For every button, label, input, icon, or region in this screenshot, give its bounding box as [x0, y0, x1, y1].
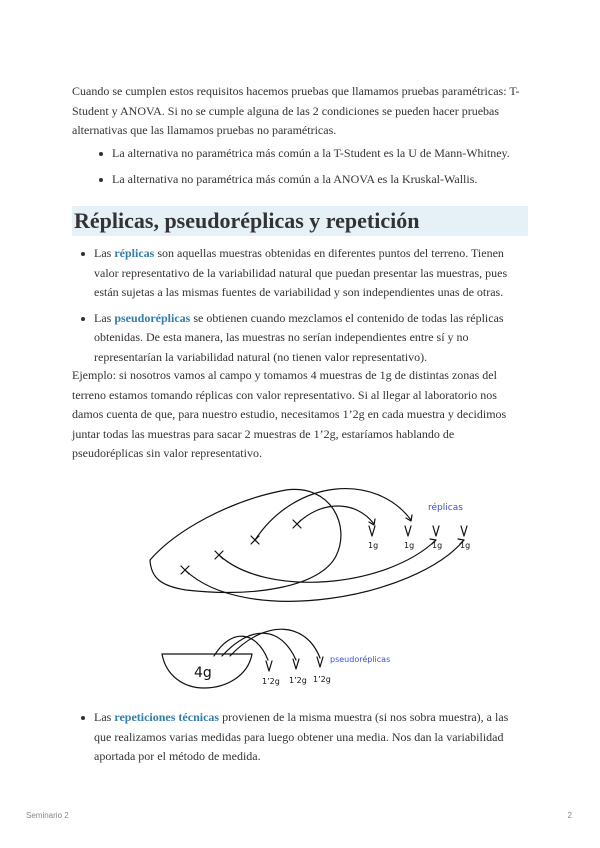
tube — [461, 526, 467, 536]
footer-title: Seminario 2 — [26, 811, 69, 820]
bowl-label: 4g — [194, 665, 212, 681]
tube-label: 1g — [404, 541, 415, 550]
example-paragraph: Ejemplo: si nosotros vamos al campo y tomamos 4 muestras de 1g de distintas zonas del terreno estamos tomando réplicas con valor representativo. Si al llegar al laboratorio nos damos cuenta de que, para nuestro estudio, necesitamos 1’2g en cada muestra y decidimos juntar todas las muestras para sacar 2 muestras de 1’2g, estaríamos hablando de pseudoréplicas sin valor representativo. — [72, 368, 507, 460]
list-item-technical-repetitions: Las repeticiones técnicas provienen de la misma muestra (si nos sobra muestra), a las que realizamos varias medidas para luego obtener una media. Nos dan la variabilidad aportada por el método de medida. — [72, 708, 528, 767]
list-item-pseudoreplicas: Las pseudoréplicas se obtienen cuando mezclamos el contenido de todas las réplicas obtenidas. De esta manera, las muestras no serían independientes entre sí y no representarían la variabilidad natural (no tienen valor representativo). — [72, 309, 528, 368]
arrow — [255, 489, 411, 540]
tube-label: 1’2g — [289, 676, 307, 685]
arrow — [297, 506, 374, 524]
sampling-sketch — [136, 478, 486, 698]
section-heading: Réplicas, pseudoréplicas y repetición — [74, 208, 420, 233]
nonparametric-list — [90, 144, 528, 189]
section-heading-block — [72, 206, 528, 236]
tube — [433, 526, 439, 536]
list-item-replicas: Las réplicas son aquellas muestras obtenidas en diferentes puntos del terreno. Tienen valor representativo de la variabilidad natural que puedan presentar las muestras, pues están sujetas a las mismas fuentes de variabilidad y son independientes unas de otras. — [72, 244, 528, 303]
term-pseudoreplicas: pseudoréplicas — [114, 310, 191, 325]
technical-repetitions-list — [72, 708, 528, 767]
list-item: La alternativa no paramétrica más común a la ANOVA es la Kruskal-Wallis. — [90, 170, 528, 190]
list-item: La alternativa no paramétrica más común a la T-Student es la U de Mann-Whitney. — [90, 144, 528, 164]
tube-label: 1g — [460, 541, 471, 550]
term-replicas: réplicas — [114, 246, 155, 260]
term-technical-repetitions: repeticiones técnicas — [114, 710, 220, 724]
pseudoreplicas-label: pseudoréplicas — [330, 655, 391, 664]
field-outline — [150, 489, 341, 592]
replicas-label: réplicas — [428, 503, 463, 513]
tube — [266, 661, 272, 671]
tube — [369, 526, 375, 536]
tube-label: 1g — [432, 541, 443, 550]
intro-paragraph: Cuando se cumplen estos requisitos hacemos pruebas que llamamos pruebas paramétricas: T-Student y ANOVA. Si no se cumple alguna de las 2 condiciones se pueden hacer pruebas alternativas que las llamamos pruebas no paramétricas. — [72, 84, 520, 137]
tube-label: 1’2g — [313, 675, 331, 684]
tube — [405, 526, 411, 536]
definitions-list — [72, 244, 528, 367]
page-number: 2 — [567, 811, 572, 820]
tube-label: 1’2g — [262, 677, 280, 686]
tube-label: 1g — [368, 541, 379, 550]
